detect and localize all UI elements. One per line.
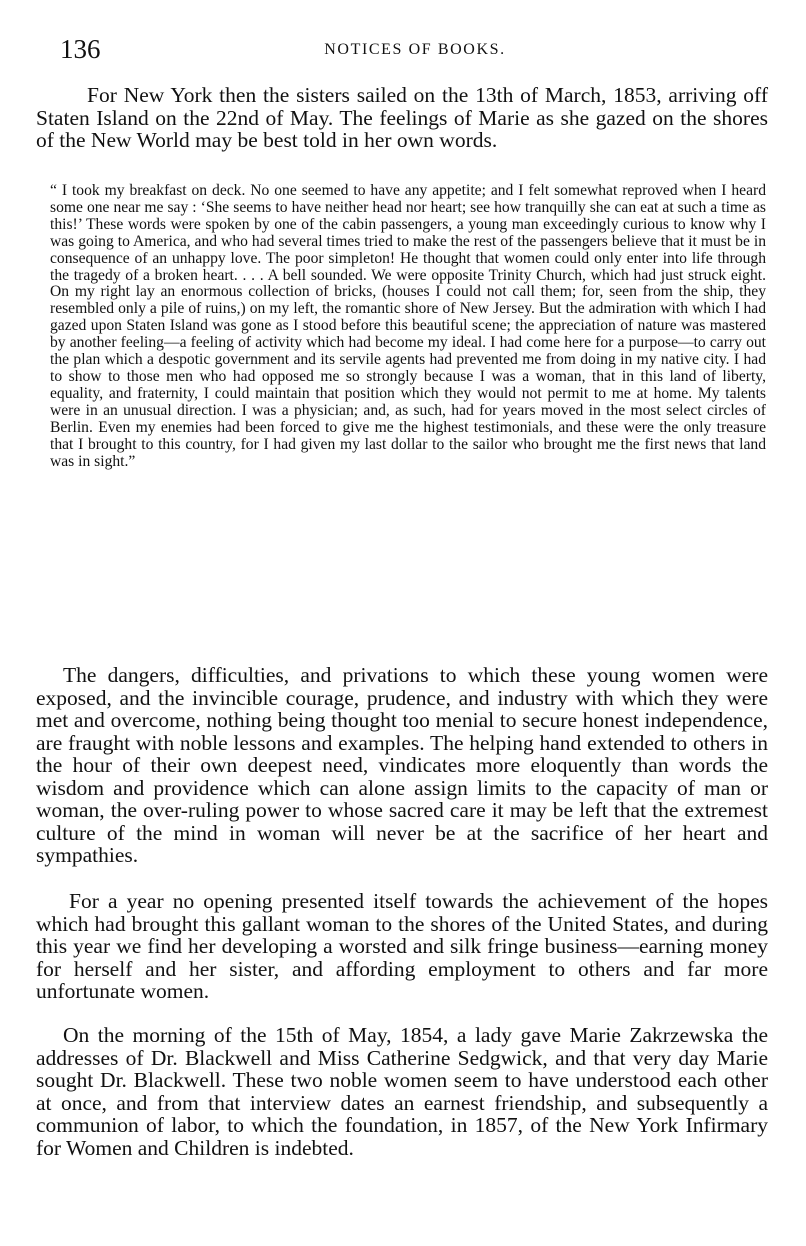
may-paragraph: On the morning of the 15th of May, 1854, a lady gave Marie Zakrzewska the addresses of Dr. Blackwell and Miss Catherine Sedgwick, and that very day Marie sought Dr. Blackwell. These two noble women seem to have understood each other at once, and from that interview dates an earnest friendship, and subsequently a communion of labor, to which the foundation, in 1857, of the New York Infirmary for Women and Children is indebted. — [36, 1023, 768, 1160]
running-title: NOTICES OF BOOKS. — [324, 41, 506, 58]
year-paragraph: For a year no opening presented itself towards the achievement of the hopes which had brought this gallant woman to the shores of the United States, and during this year we find her developing a worsted and silk fringe business—earning money for herself and her sister, and affording employment to others and far more unfortunate women. — [36, 889, 768, 1003]
block-quote: “ I took my breakfast on deck. No one seemed to have any appetite; and I felt somewhat reproved when I heard some one near me say : ‘She seems to have neither head nor heart; see how tranquilly she can eat at such a time as this!’ These words were spoken by one of the cabin passengers, a young man exceedingly curious to know why I was going to America, and who had several times tried to make the rest of the passengers believe that it must be in consequence of an unhappy love. The poor simpleton! He thought that women could only enter into life through the tragedy of a broken heart. . . . A bell sounded. We were opposite Trinity Church, which had just struck eight. On my right lay an enormous collection of bricks, (houses I could not call them; for, seen from the ship, they resembled only a pile of ruins,) on my left, the romantic shore of New Jersey. But the admiration with which I had gazed upon Staten Island was gone as I stood before this beautiful scene; the appreciation of nature was mastered by another feeling—a feeling of activity which had become my ideal. I had come here for a purpose—to carry out the plan which a despotic government and its servile agents had prevented me from doing in my native city. I had to show to those men who had opposed me so strongly because I was a woman, that in this land of liberty, equality, and fraternity, I could maintain that position which they would not permit to me at home. My talents were in an unusual direction. I was a physician; and, as such, had for years moved in the most select circles of Berlin. Even my enemies had been forced to give me the highest testimonials, and these were the only treasure that I brought to this country, for I had given my last dollar to the sailor who brought me the first news that land was in sight.” — [50, 182, 766, 470]
page-header — [60, 34, 770, 74]
intro-paragraph: For New York then the sisters sailed on the 13th of March, 1853, arriving off Staten Island on the 22nd of May. The feelings of Marie as she gazed on the shores of the New World may be best told in her own words. — [36, 83, 768, 152]
dangers-paragraph: The dangers, difficulties, and privations to which these young women were exposed, and the invincible courage, prudence, and industry with which they were met and overcome, nothing being thought too menial to secure honest independence, are fraught with noble lessons and examples. The helping hand extended to others in the hour of their own deepest need, vindicates more eloquently than words the wisdom and providence which can alone assign limits to the capacity of man or woman, the over-ruling power to whose sacred care it may be left that the extremest culture of the mind in woman will never be at the sacrifice of her heart and sympathies. — [36, 663, 768, 867]
page-number: 136 — [60, 34, 101, 64]
